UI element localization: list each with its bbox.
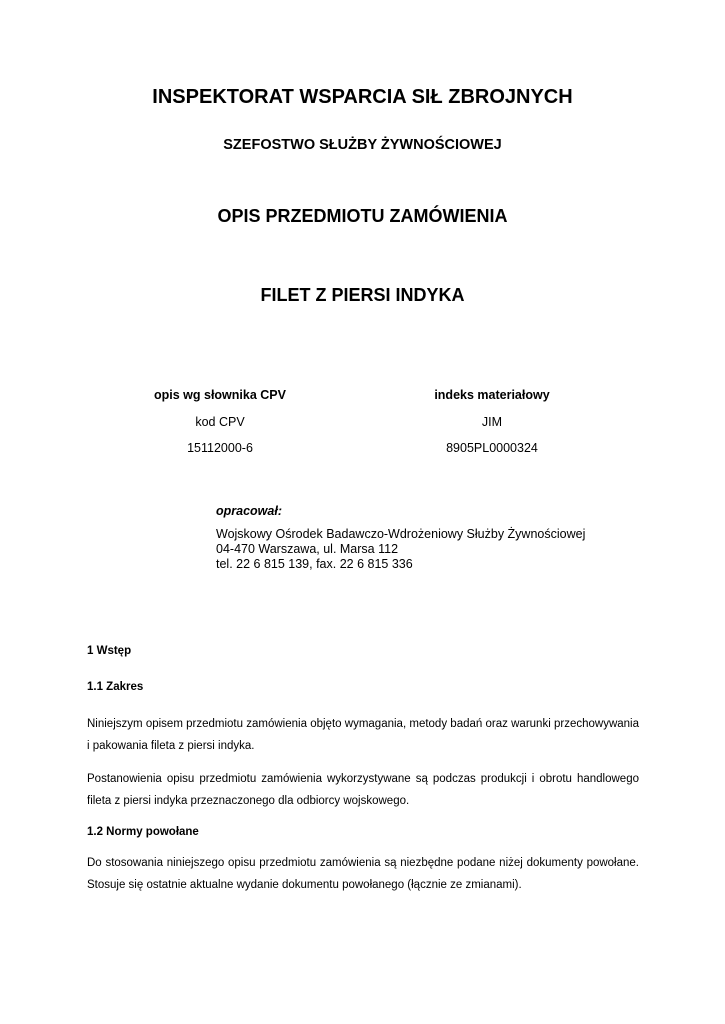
- prepared-by-address: 04-470 Warszawa, ul. Marsa 112: [216, 542, 399, 556]
- prepared-by-institution: Wojskowy Ośrodek Badawczo-Wdrożeniowy Służby Żywnościowej: [216, 527, 586, 541]
- norms-paragraph: Do stosowania niniejszego opisu przedmiotu zamówienia są niezbędne podane niżej dokumenty powołane. Stosuje się ostatnie aktualne wydanie dokumentu powołanego (łącznie ze zmianami).: [87, 857, 639, 891]
- department-title: SZEFOSTWO SŁUŻBY ŻYWNOŚCIOWEJ: [223, 137, 502, 153]
- organization-title: INSPEKTORAT WSPARCIA SIŁ ZBROJNYCH: [152, 86, 573, 108]
- prepared-by-block: [216, 504, 585, 572]
- section-intro-title: 1 Wstęp: [87, 645, 132, 657]
- cpv-header: opis wg słownika CPV: [154, 388, 286, 402]
- jim-label: JIM: [481, 415, 503, 429]
- cpv-label: kod CPV: [195, 415, 245, 429]
- document-type-title: OPIS PRZEDMIOTU ZAMÓWIENIA: [217, 206, 508, 226]
- material-index-header: indeks materiałowy: [434, 388, 550, 402]
- section-scope-title: 1.1 Zakres: [87, 681, 144, 693]
- product-title: FILET Z PIERSI INDYKA: [260, 285, 465, 305]
- prepared-by-label: opracował:: [216, 504, 282, 518]
- scope-paragraph-2: Postanowienia opisu przedmiotu zamówienia wykorzystywane są podczas produkcji i obrotu handlowego fileta z piersi indyka przeznaczonego dla odbiorcy wojskowego.: [87, 773, 639, 807]
- jim-value: 8905PL0000324: [446, 441, 538, 455]
- cpv-column: [90, 388, 350, 455]
- material-index-column: [362, 388, 622, 455]
- section-norms-title: 1.2 Normy powołane: [87, 826, 199, 838]
- scope-paragraph-1: Niniejszym opisem przedmiotu zamówienia objęto wymagania, metody badań oraz warunki przechowywania i pakowania fileta z piersi indyka.: [87, 718, 639, 752]
- cpv-value: 15112000-6: [187, 441, 253, 455]
- prepared-by-contact: tel. 22 6 815 139, fax. 22 6 815 336: [216, 557, 413, 571]
